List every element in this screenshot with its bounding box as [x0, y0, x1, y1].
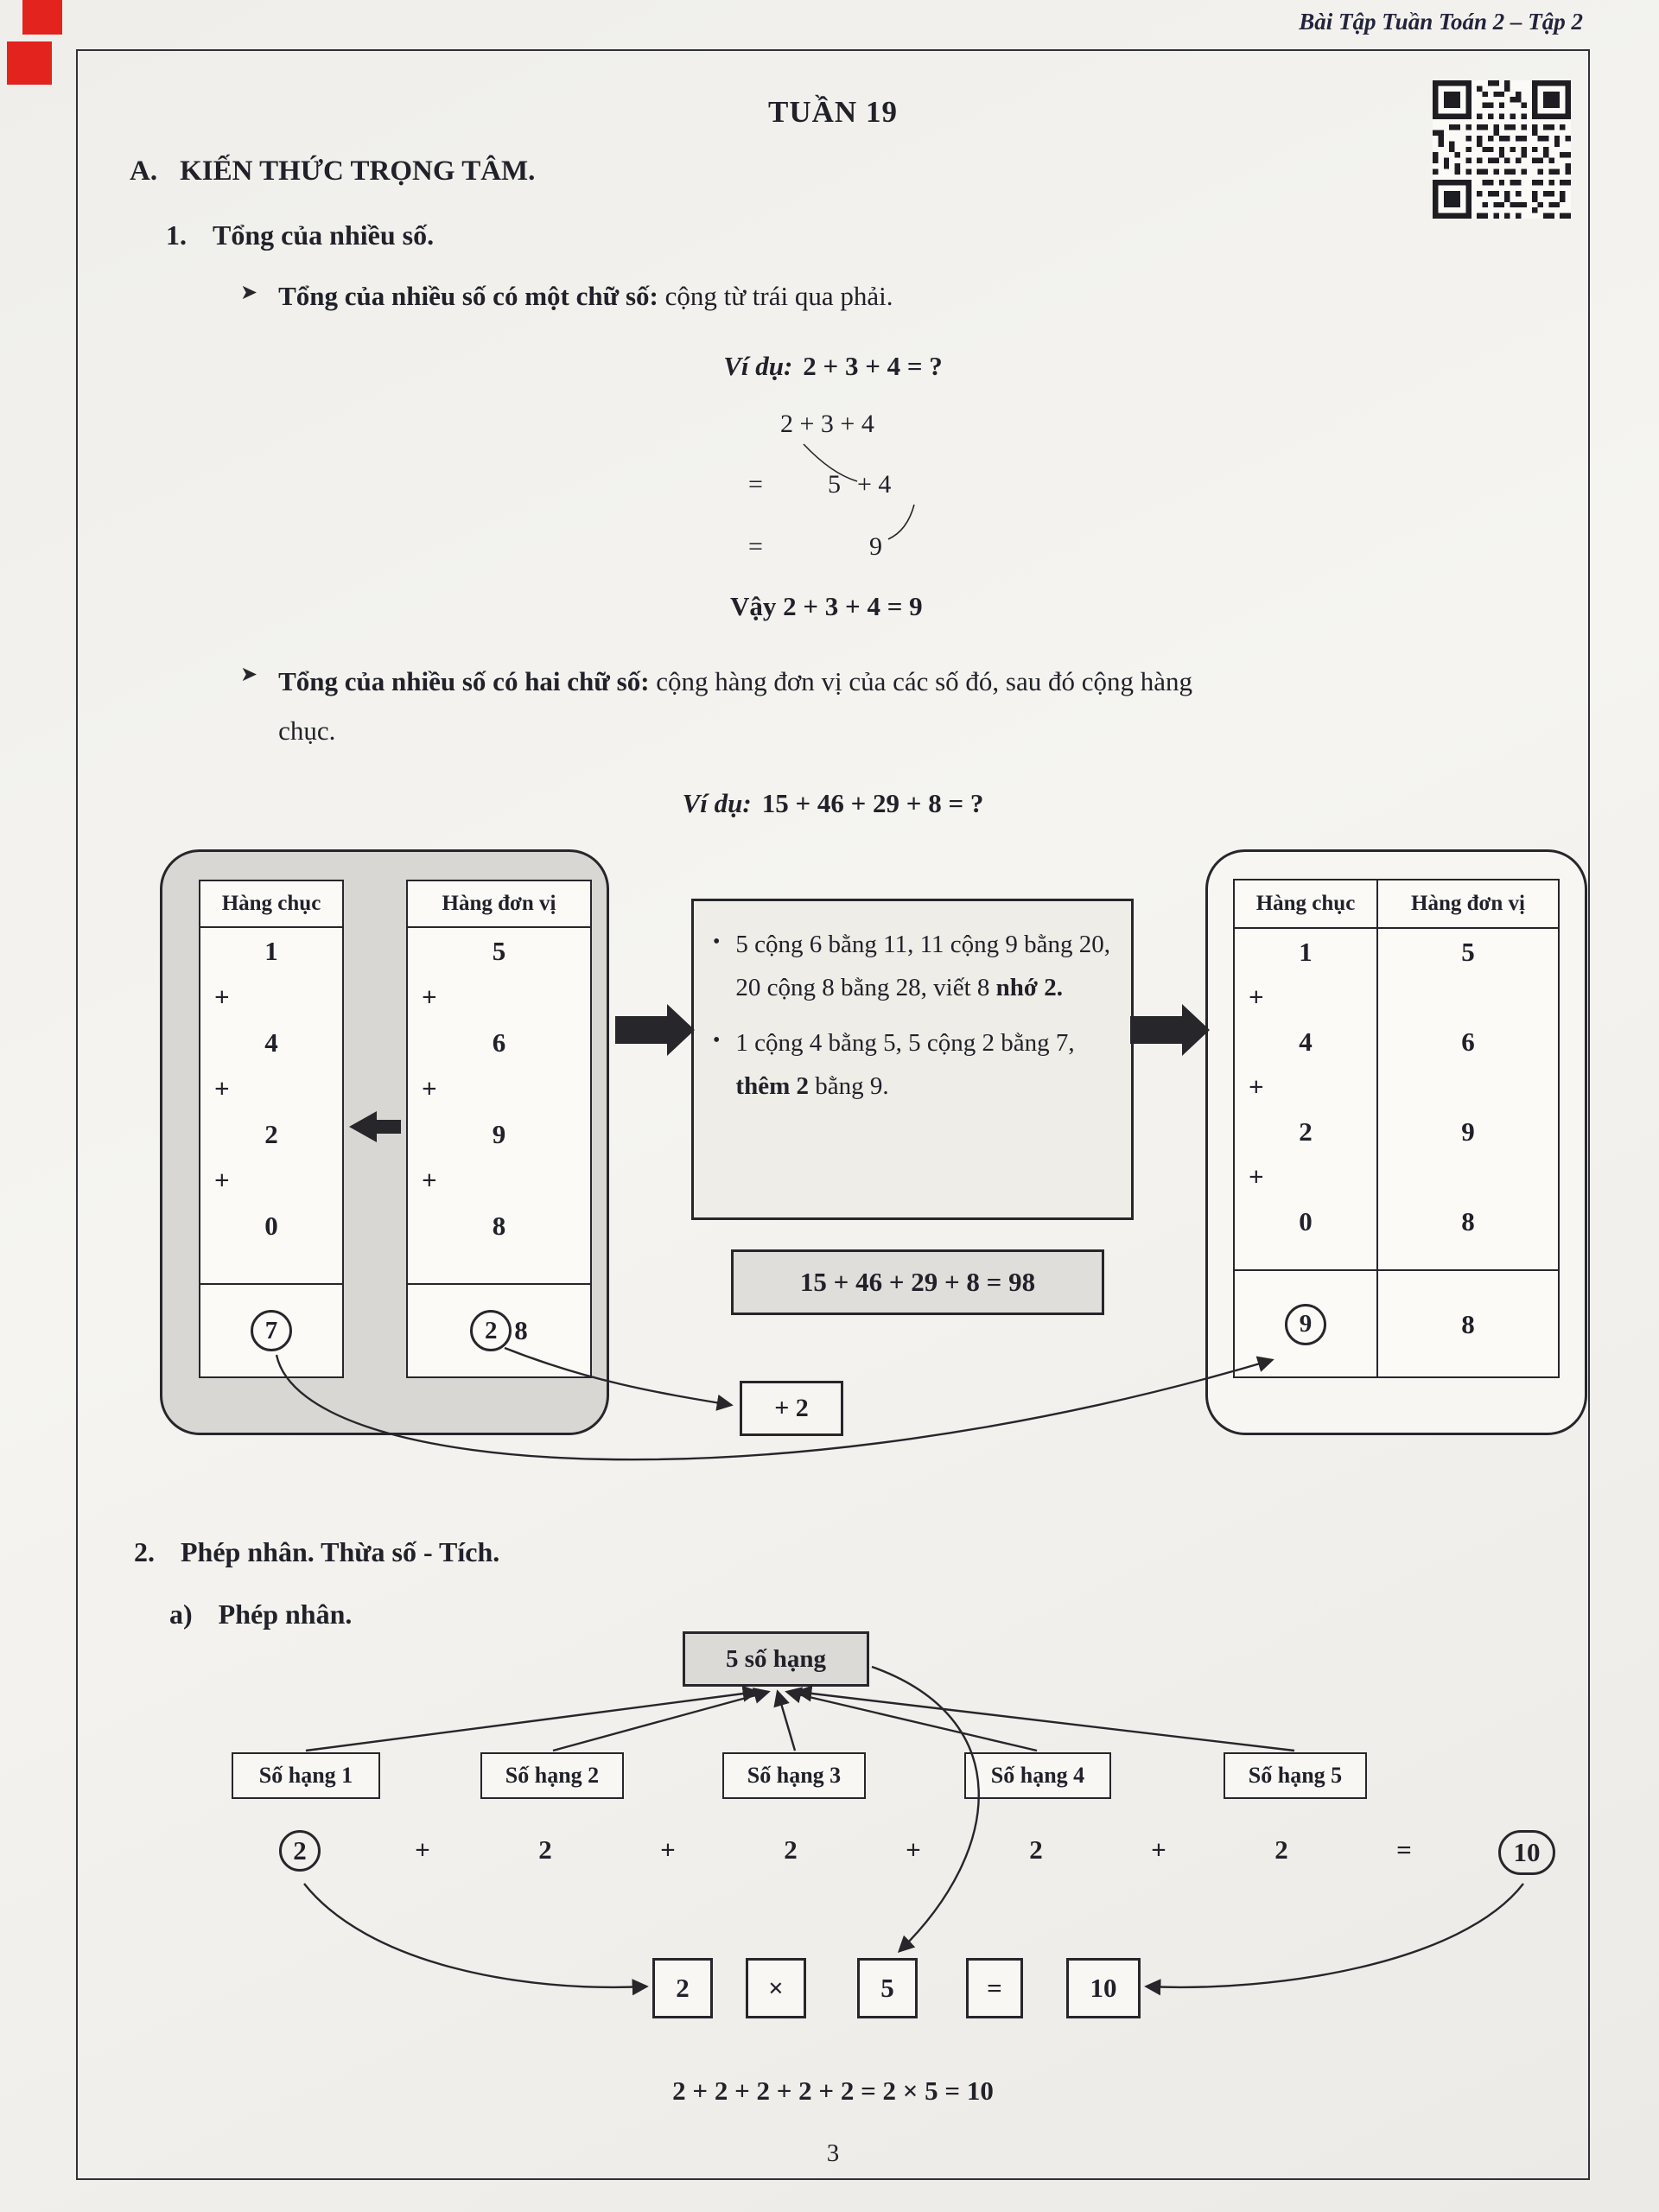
work-eq-3: =	[748, 532, 763, 561]
sub-label: a)	[169, 1599, 193, 1630]
sum-result-box: 15 + 46 + 29 + 8 = 98	[731, 1249, 1104, 1315]
units-result-cell	[408, 1283, 590, 1376]
section-a-title: KIẾN THỨC TRỌNG TÂM.	[180, 156, 536, 187]
empty-cell	[1378, 1154, 1558, 1199]
point-text	[278, 275, 893, 318]
tens-sum-circle: 9	[1285, 1304, 1326, 1345]
tens-cells	[1235, 930, 1376, 1244]
point-two-digit-sum	[240, 657, 1192, 755]
plus-sign: +	[1249, 1071, 1264, 1102]
topic1-title: Tổng của nhiều số.	[213, 219, 435, 251]
explanation-item	[713, 1022, 1110, 1109]
plus-sign: +	[214, 1073, 230, 1103]
section-a-label: A.	[130, 156, 158, 187]
example2-line	[76, 788, 1590, 819]
term-value: 2	[784, 1834, 798, 1865]
equals-sign-box: =	[966, 1958, 1023, 2018]
units-cells	[1378, 930, 1558, 1244]
plus-sign: +	[422, 982, 437, 1012]
term-value: 2	[1274, 1834, 1288, 1865]
addend-digit: 0	[264, 1211, 278, 1241]
term-box-4: Số hạng 4	[964, 1752, 1111, 1799]
explanation-text	[735, 924, 1110, 1010]
summary-equation: 2 + 2 + 2 + 2 + 2 = 2 × 5 = 10	[672, 2075, 994, 2106]
units-sum-digit: 8	[1461, 1308, 1475, 1339]
tens-result-cell	[200, 1283, 342, 1376]
total-circle: 10	[1498, 1830, 1555, 1875]
addend-digit: 0	[1299, 1206, 1313, 1236]
dot-bullet-icon: •	[713, 931, 721, 953]
point-text	[278, 657, 1192, 755]
explanation-item	[713, 924, 1110, 1010]
explanation-normal: 5 cộng 6 bằng 11, 11 cộng 9 bằng 20, 20 cộng 8 bằng 28, viết 8	[735, 931, 1110, 1001]
equals-sign: =	[1396, 1834, 1412, 1865]
page-number: 3	[826, 2139, 840, 2167]
product-box: 10	[1066, 1958, 1141, 2018]
scan-artifact-mark	[22, 0, 62, 35]
plus-sign: +	[422, 1073, 437, 1103]
units-result-cell	[1378, 1269, 1558, 1377]
term-box-3: Số hạng 3	[722, 1752, 866, 1799]
running-header: Bài Tập Tuần Toán 2 – Tập 2	[1299, 9, 1583, 35]
term-box-1: Số hạng 1	[232, 1752, 380, 1799]
addend-digit: 6	[1461, 1027, 1475, 1057]
point-rest-line2: chục.	[278, 715, 336, 747]
sub-title: Phép nhân.	[218, 1599, 353, 1630]
addend-digit: 8	[1461, 1206, 1475, 1236]
addend-digit: 8	[492, 1211, 506, 1241]
tens-column	[199, 880, 344, 1378]
point-bold: Tổng của nhiều số có hai chữ số:	[278, 666, 650, 696]
term-value: 2	[538, 1834, 552, 1865]
example1-line	[76, 351, 1590, 382]
plus-sign: +	[1249, 1161, 1264, 1192]
empty-cell	[1378, 1065, 1558, 1109]
term-value: 2	[1029, 1834, 1043, 1865]
topic2-number: 2.	[134, 1536, 155, 1567]
times-sign-box: ×	[746, 1958, 806, 2018]
first-term-circle: 2	[279, 1830, 321, 1872]
units-sum-digit: 8	[514, 1315, 528, 1345]
empty-cell	[1378, 975, 1558, 1020]
scan-artifact-mark	[7, 41, 52, 85]
plus-sign: +	[422, 1165, 437, 1195]
carry-circle: 2	[470, 1310, 512, 1351]
units-column	[406, 880, 592, 1378]
tens-result-cell	[1235, 1269, 1376, 1377]
work-line-1: 2 + 3 + 4	[780, 410, 874, 438]
topic1-heading	[166, 219, 434, 251]
point-rest: cộng từ trái qua phải.	[658, 281, 893, 311]
addend-digit: 9	[492, 1119, 506, 1149]
addend-digit: 1	[264, 936, 278, 966]
page-title: TUẦN 19	[768, 95, 898, 129]
point-rest: cộng hàng đơn vị của các số đó, sau đó cộng hàng	[649, 666, 1193, 696]
factor-box: 5	[857, 1958, 918, 2018]
point-bold: Tổng của nhiều số có một chữ số:	[278, 281, 658, 311]
arrow-bullet-icon: ➤	[240, 662, 258, 686]
plus-sign: +	[1151, 1834, 1166, 1865]
term-box-2: Số hạng 2	[480, 1752, 624, 1799]
topic1-number: 1.	[166, 219, 187, 251]
explanation-box	[691, 899, 1134, 1220]
addend-digit: 1	[1299, 937, 1313, 967]
plus-sign: +	[214, 982, 230, 1012]
addend-digit: 9	[1461, 1116, 1475, 1147]
addend-digit: 2	[1299, 1116, 1313, 1147]
example1-conclusion: Vậy 2 + 3 + 4 = 9	[730, 591, 923, 621]
example-label: Ví dụ:	[682, 788, 752, 818]
addend-digit: 5	[492, 936, 506, 966]
final-result-table	[1233, 879, 1560, 1378]
addend-digit: 2	[264, 1119, 278, 1149]
addend-digit: 4	[264, 1027, 278, 1058]
dot-bullet-icon: •	[713, 1028, 721, 1052]
units-column-header: Hàng đơn vị	[1411, 892, 1525, 915]
addend-digit: 6	[492, 1027, 506, 1058]
addend-digit: 5	[1461, 937, 1475, 967]
explanation-text	[735, 1022, 1110, 1109]
arrow-bullet-icon: ➤	[240, 280, 258, 304]
carry-plus-two-box: + 2	[740, 1381, 843, 1436]
topic2-sub-heading	[169, 1599, 352, 1630]
topic2-heading	[134, 1536, 499, 1568]
topic2-title: Phép nhân. Thừa số - Tích.	[181, 1536, 500, 1567]
explanation-normal: bằng 9.	[808, 1071, 889, 1100]
plus-sign: +	[660, 1834, 676, 1865]
point-one-digit-sum	[240, 275, 893, 318]
plus-sign: +	[415, 1834, 430, 1865]
result-table-header-row	[1235, 880, 1558, 929]
example-expression: 2 + 3 + 4 = ?	[803, 351, 943, 381]
five-terms-box: 5 số hạng	[683, 1631, 869, 1687]
work-final-sum: 9	[869, 532, 882, 561]
example-label: Ví dụ:	[723, 351, 793, 381]
example-expression: 15 + 46 + 29 + 8 = ?	[761, 788, 984, 818]
factor-box: 2	[652, 1958, 713, 2018]
plus-sign: +	[1249, 982, 1264, 1012]
work-remainder: + 4	[857, 470, 892, 499]
addend-digit: 4	[1299, 1027, 1313, 1057]
units-column-header: Hàng đơn vị	[408, 881, 590, 928]
tens-column-header: Hàng chục	[200, 881, 342, 928]
repeated-addition-row	[0, 1830, 1659, 1882]
explanation-bold: nhớ 2.	[995, 973, 1063, 1001]
section-a-heading	[130, 156, 535, 188]
explanation-bold: thêm 2	[735, 1071, 809, 1100]
plus-sign: +	[214, 1165, 230, 1195]
explanation-normal: 1 cộng 4 bằng 5, 5 cộng 2 bằng 7,	[735, 1028, 1075, 1057]
work-eq-2: =	[748, 470, 763, 499]
term-box-5: Số hạng 5	[1224, 1752, 1367, 1799]
tens-column-header: Hàng chục	[1235, 880, 1378, 927]
work-partial-sum: 5	[828, 470, 841, 499]
plus-sign: +	[906, 1834, 921, 1865]
tens-sum-circle: 7	[251, 1310, 292, 1351]
